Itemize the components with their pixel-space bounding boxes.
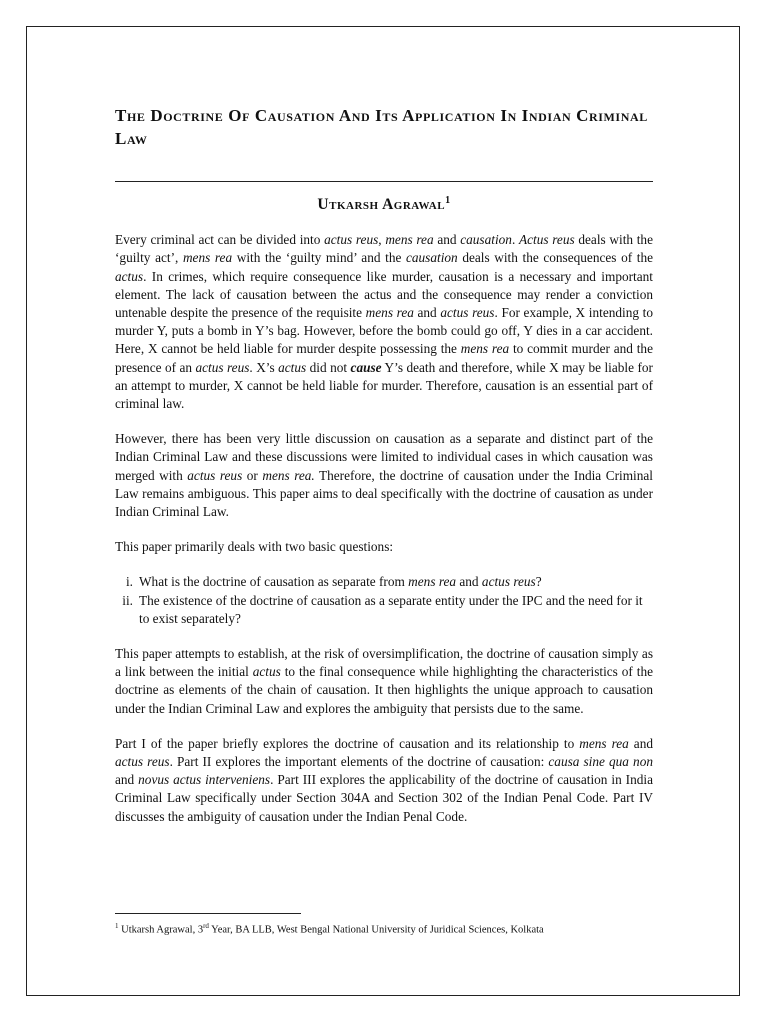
- text-run: . Part II explores the important elements of the doctrine of causation:: [169, 754, 549, 770]
- list-item: [115, 573, 653, 591]
- text-run: mens rea: [408, 574, 457, 590]
- footnote-text-end: Year, BA LLB, West Bengal National University of Juridical Sciences, Kolkata: [208, 924, 544, 936]
- paragraph-intro: [115, 231, 653, 413]
- text-run: or: [242, 467, 263, 483]
- footnote-rule: [115, 913, 301, 914]
- list-number: ii.: [122, 592, 133, 608]
- text-run: What is the doctrine of causation as separate from: [139, 574, 409, 590]
- footnote-text-start: Utkarsh Agrawal, 3: [118, 924, 204, 936]
- text-run: actus: [115, 268, 144, 284]
- text-run: novus actus interveniens: [138, 772, 271, 788]
- list-text: [139, 574, 542, 589]
- text-run: mens rea: [579, 735, 629, 751]
- text-run: Every criminal act can be divided into: [115, 232, 325, 248]
- text-run: cause: [350, 359, 382, 375]
- text-run: This paper attempts to establish, at the risk of oversimplification, the doctrine of causation simply as a link between the initial: [115, 646, 653, 680]
- text-run: This paper primarily deals with two basic questions:: [115, 539, 394, 555]
- text-run: and: [115, 772, 139, 788]
- text-run: actus reus: [187, 467, 243, 483]
- text-run: causation: [460, 232, 512, 248]
- text-run: The existence of the doctrine of causation as a separate entity under the IPC and the need for it to exist separately?: [139, 592, 643, 626]
- text-run: actus reus: [115, 754, 170, 770]
- text-run: did not: [306, 359, 351, 375]
- text-run: actus: [252, 664, 281, 680]
- text-run: actus reus: [324, 232, 379, 248]
- text-run: with the ‘guilty mind’ and the: [232, 250, 406, 266]
- text-run: mens rea.: [262, 467, 315, 483]
- text-run: mens rea: [460, 341, 510, 357]
- text-run: Therefore, the doctrine of causation under the India Criminal Law remains ambiguous. This paper aims to deal specifically with the doctrine of causation as under Indian Criminal Law.: [115, 467, 653, 519]
- text-run: deals with the consequences of the: [457, 250, 654, 266]
- text-run: .: [511, 232, 519, 248]
- text-run: mens rea: [365, 304, 414, 320]
- title-rule: [115, 181, 653, 182]
- text-run: ?: [535, 574, 542, 590]
- text-run: mens rea: [182, 250, 233, 266]
- text-run: ,: [378, 232, 386, 248]
- paragraph-questions-intro: [115, 538, 653, 556]
- author-footnote-mark: 1: [445, 195, 451, 206]
- footnote-mark: 1: [115, 922, 119, 930]
- footnote: [115, 919, 675, 938]
- text-run: actus reus: [440, 304, 495, 320]
- list-number: i.: [125, 574, 133, 590]
- text-run: Actus reus: [519, 232, 575, 248]
- text-run: and: [413, 304, 441, 320]
- author-name: Utkarsh Agrawal: [317, 196, 446, 214]
- text-run: causation: [405, 250, 458, 266]
- text-run: . Part III explores the applicability of the doctrine of causation in India Criminal Law specifically under Section 304A and Section 302 of the Indian Penal Code. Part IV discusses the ambiguity of causation under the Indian Penal Code.: [115, 772, 653, 824]
- text-run: to commit murder and the presence of an: [115, 341, 653, 375]
- questions-list: [115, 573, 653, 628]
- text-run: . For example, X intending to murder Y, puts a bomb in Y’s bag. However, before the bomb could go off, Y dies in a car accident. Here, X cannot be held liable for murder despite possessing the: [115, 304, 653, 357]
- text-run: actus: [278, 359, 307, 375]
- list-text: [139, 593, 643, 626]
- list-item: [115, 592, 653, 628]
- text-run: causa sine qua non: [548, 754, 653, 770]
- text-run: and: [628, 735, 653, 751]
- text-run: to the final consequence while highlighting the characteristics of the doctrine as elements of the chain of causation. It then highlights the unique approach to causation under the Indian Criminal Law and explores the ambiguity that persists due to the same.: [115, 664, 653, 716]
- text-run: actus reus: [195, 359, 250, 375]
- footnote-ordinal: rd: [203, 922, 209, 930]
- paper-body: [115, 104, 653, 826]
- text-run: Part I of the paper briefly explores the doctrine of causation and its relationship to: [115, 735, 580, 751]
- paragraph-approach: [115, 645, 653, 718]
- paragraph-discussion: [115, 430, 653, 521]
- author-line: [115, 195, 653, 214]
- text-run: . In crimes, which require consequence like murder, causation is a necessary and important element. The lack of causation between the actus and the consequence may render a conviction untenable despite the presence of the requisite: [115, 268, 653, 320]
- paragraph-structure: [115, 735, 653, 826]
- text-run: actus reus: [481, 574, 536, 590]
- text-run: and: [433, 232, 461, 248]
- text-run: and: [456, 574, 482, 590]
- text-run: mens rea: [385, 232, 434, 248]
- text-run: deals with the ‘guilty act’,: [115, 232, 653, 266]
- text-run: Y’s death and therefore, while X may be liable for an attempt to murder, X cannot be held liable for murder. Therefore, causation is an essential part of criminal law.: [115, 359, 653, 411]
- paper-title: The Doctrine Of Causation And Its Application In Indian Criminal Law: [115, 106, 648, 148]
- text-run: . X’s: [249, 359, 279, 375]
- text-run: However, there has been very little discussion on causation as a separate and distinct part of the Indian Criminal Law and these discussions were limited to individual cases in which causation was merged with: [115, 431, 653, 483]
